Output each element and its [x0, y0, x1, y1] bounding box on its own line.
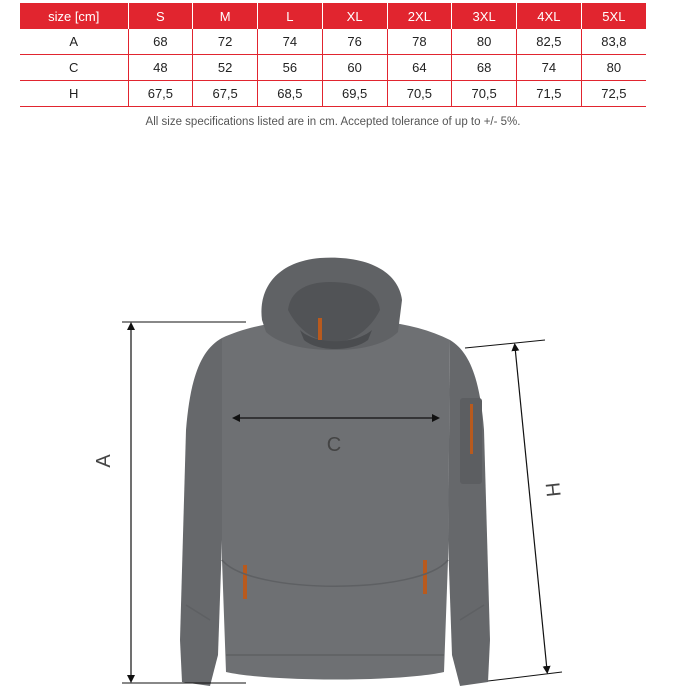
row-label: A — [20, 29, 128, 55]
row-label: C — [20, 55, 128, 81]
table-cell: 68 — [128, 29, 193, 55]
table-cell: 68,5 — [258, 81, 323, 107]
table-cell: 67,5 — [128, 81, 193, 107]
table-cell: 68 — [452, 55, 517, 81]
header-4xl: 4XL — [517, 3, 582, 29]
collar-zip-accent — [318, 318, 322, 340]
header-size-cm: size [cm] — [20, 3, 128, 29]
right-sleeve — [448, 340, 490, 686]
table-cell: 67,5 — [193, 81, 258, 107]
table-cell: 60 — [322, 55, 387, 81]
header-xl: XL — [322, 3, 387, 29]
table-cell: 56 — [258, 55, 323, 81]
table-cell: 78 — [387, 29, 452, 55]
dimension-h-bottom-tick — [488, 672, 562, 681]
table-cell: 64 — [387, 55, 452, 81]
header-m: M — [193, 3, 258, 29]
dimension-c-label: C — [326, 434, 342, 456]
left-pocket-zip — [243, 565, 247, 599]
table-cell: 71,5 — [517, 81, 582, 107]
table-cell: 83,8 — [581, 29, 646, 55]
header-2xl: 2XL — [387, 3, 452, 29]
header-s: S — [128, 3, 193, 29]
table-cell: 82,5 — [517, 29, 582, 55]
table-cell: 69,5 — [322, 81, 387, 107]
table-cell: 72,5 — [581, 81, 646, 107]
table-cell: 74 — [517, 55, 582, 81]
table-cell: 72 — [193, 29, 258, 55]
table-cell: 74 — [258, 29, 323, 55]
row-label: H — [20, 81, 128, 107]
tolerance-note: All size specifications listed are in cm. Accepted tolerance of up to +/- 5%. — [145, 116, 521, 128]
table-cell: 80 — [581, 55, 646, 81]
header-5xl: 5XL — [581, 3, 646, 29]
table-cell: 52 — [193, 55, 258, 81]
dimension-a-label: A — [93, 454, 115, 468]
table-cell: 76 — [322, 29, 387, 55]
table-cell: 70,5 — [452, 81, 517, 107]
table-cell: 48 — [128, 55, 193, 81]
dimension-h-line — [515, 347, 547, 670]
hoodie-body — [222, 320, 450, 680]
dimension-h-label: H — [542, 481, 566, 498]
right-pocket-zip — [423, 560, 427, 594]
left-sleeve — [180, 338, 222, 686]
header-3xl: 3XL — [452, 3, 517, 29]
table-cell: 80 — [452, 29, 517, 55]
table-cell: 70,5 — [387, 81, 452, 107]
header-l: L — [258, 3, 323, 29]
dimension-h-top-tick — [465, 340, 545, 348]
